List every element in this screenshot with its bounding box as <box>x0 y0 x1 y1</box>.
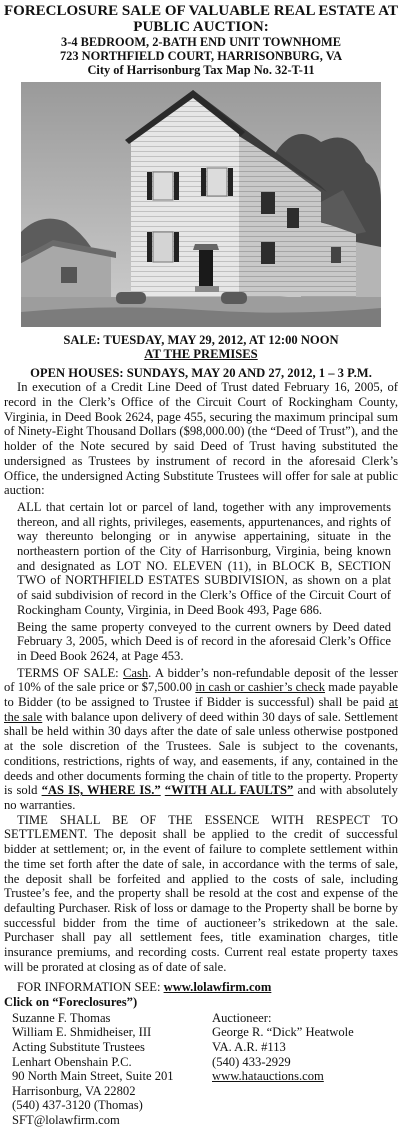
terms-payable: made payable to Bidder (to be assigned to Trustee if Bidder is successful) shall be paid <box>4 680 398 710</box>
terms-deposit: . A bidder’s non-refundable deposit of the lesser of 10% of the sale price or $7,500.00 <box>4 665 398 695</box>
property-address: 723 NORTHFIELD COURT, HARRISONBURG, VA <box>59 49 343 64</box>
terms-all-faults: “WITH ALL FAULTS” <box>164 783 294 798</box>
terms-settlement: with balance upon delivery of deed within 30 days of sale. Settlement shall be held within 30 days after the date of sale unless otherwise postponed at the sole discretion of the Trustees. Sale is subject to the covenants, conditions, restrictions, rights of way, and easements, if any, contained in the deeds and other documents forming the chain of title to the property. Property is sold <box>4 709 399 798</box>
contacts <box>4 1011 398 1128</box>
auctioneer-phone: (540) 433-2929 <box>212 1054 291 1069</box>
legal-description-deed: Being the same property conveyed to the current owners by Deed dated February 3, 2005, which Deed is of record in the aforesaid Clerk’s Office in Deed Book 2624, at Page 453. <box>17 619 391 663</box>
information <box>4 980 398 1009</box>
lawfirm-link[interactable]: www.lolawfirm.com <box>163 980 272 995</box>
auctioneer-name: George R. “Dick” Heatwole <box>212 1025 354 1040</box>
trustee-contact <box>4 1011 212 1128</box>
notice-title: FORECLOSURE SALE OF VALUABLE REAL ESTATE AT PUBLIC AUCTION: <box>4 3 398 35</box>
trustee-email[interactable]: SFT@lolawfirm.com <box>12 1113 120 1127</box>
notice-header <box>4 3 398 78</box>
sale-date: SALE: TUESDAY, MAY 29, 2012, AT 12:00 NOON <box>63 332 339 347</box>
sale-location: AT THE PREMISES <box>144 347 258 362</box>
terms-cashier-check: in cash or cashier’s check <box>195 680 325 695</box>
intro-paragraph: In execution of a Credit Line Deed of Trust dated February 16, 2005, of record in the Clerk’s Office of the Circuit Court of Rockingham County, Virginia, in Deed Book 2624, page 455, securing the maximum principal sum of Ninety-Eight Thousand Dollars ($98,000.00) (the “Deed of Trust”), and the holder of the Note secured by said Deed of Trust having substituted the undersigned as Trustees by instrument of record in the aforesaid Clerk’s Office, the undersigned Acting Substitute Trustees will offer for sale at public auction: <box>4 380 398 498</box>
legal-description-lot: ALL that certain lot or parcel of land, together with any improvements thereon, and all rights, privileges, easements, appurtenances, and rights of way thereunto belonging or in anywise appertaining, situate in the northeastern portion of the City of Harrisonburg, Virginia, being known and designated as LOT NO. ELEVEN (11), in BLOCK B, SECTION TWO of NORTHFIELD ESTATES SUBDIVISION, as shown on a plat of said subdivision of record in the Clerk’s Office of the Circuit Court of Rockingham County, Virginia, in Deed Book 493, Page 686. <box>17 499 391 617</box>
sale-info <box>4 333 398 362</box>
time-of-essence: TIME SHALL BE OF THE ESSENCE WITH RESPECT TO SETTLEMENT. The deposit shall be applied to the credit of successful bidder at settlement; or, in the event of failure to complete settlement within the time set forth after the date of sale, in accordance with the terms of sale, the deposit shall be forfeited and applied to the costs of sale, including Trustee’s fee, and the property shall be resold at the cost and expense of the defaulting Purchaser. Risk of loss or damage to the Property shall be borne by successful bidder from the time of auctioneer’s strikedown at the sale. Purchaser shall pay all settlement fees, title examination charges, title insurance premiums, and recording costs. Current real estate property taxes will be prorated at closing as of date of sale. <box>4 812 398 974</box>
info-prefix: FOR INFORMATION SEE: <box>17 980 164 995</box>
trustee-name-2: William E. Shmidheiser, III <box>12 1025 152 1040</box>
terms-label: TERMS OF SALE: <box>17 665 123 680</box>
auctioneer-contact <box>212 1011 354 1128</box>
trustee-street: 90 North Main Street, Suite 201 <box>12 1069 174 1084</box>
property-description: 3-4 BEDROOM, 2-BATH END UNIT TOWNHOME <box>61 35 341 49</box>
terms-as-is: “AS IS, WHERE IS.” <box>41 783 161 798</box>
property-photo <box>21 82 381 327</box>
tax-map-number: City of Harrisonburg Tax Map No. 32-T-11 <box>87 63 315 78</box>
legal-description <box>4 500 398 664</box>
trustee-role: Acting Substitute Trustees <box>12 1040 145 1055</box>
info-line <box>4 980 398 995</box>
open-houses: OPEN HOUSES: SUNDAYS, MAY 20 AND 27, 2012, 1 – 3 P.M. <box>30 365 372 380</box>
auctioneer-label: Auctioneer: <box>212 1010 272 1025</box>
trustee-phone: (540) 437-3120 (Thomas) <box>12 1098 143 1113</box>
foreclosures-note: Click on “Foreclosures”) <box>4 995 138 1010</box>
terms-of-sale <box>4 666 398 813</box>
auctioneer-license: VA. A.R. #113 <box>212 1040 286 1055</box>
trustee-city: Harrisonburg, VA 22802 <box>12 1083 136 1098</box>
trustee-name-1: Suzanne F. Thomas <box>12 1010 111 1025</box>
terms-at-sale: at the sale <box>4 695 398 724</box>
terms-warranties: and with absolutely no warranties. <box>4 783 398 812</box>
trustee-firm: Lenhart Obenshain P.C. <box>12 1054 132 1069</box>
terms-cash: Cash <box>122 665 149 680</box>
auctioneer-website[interactable]: www.hatauctions.com <box>212 1069 324 1084</box>
